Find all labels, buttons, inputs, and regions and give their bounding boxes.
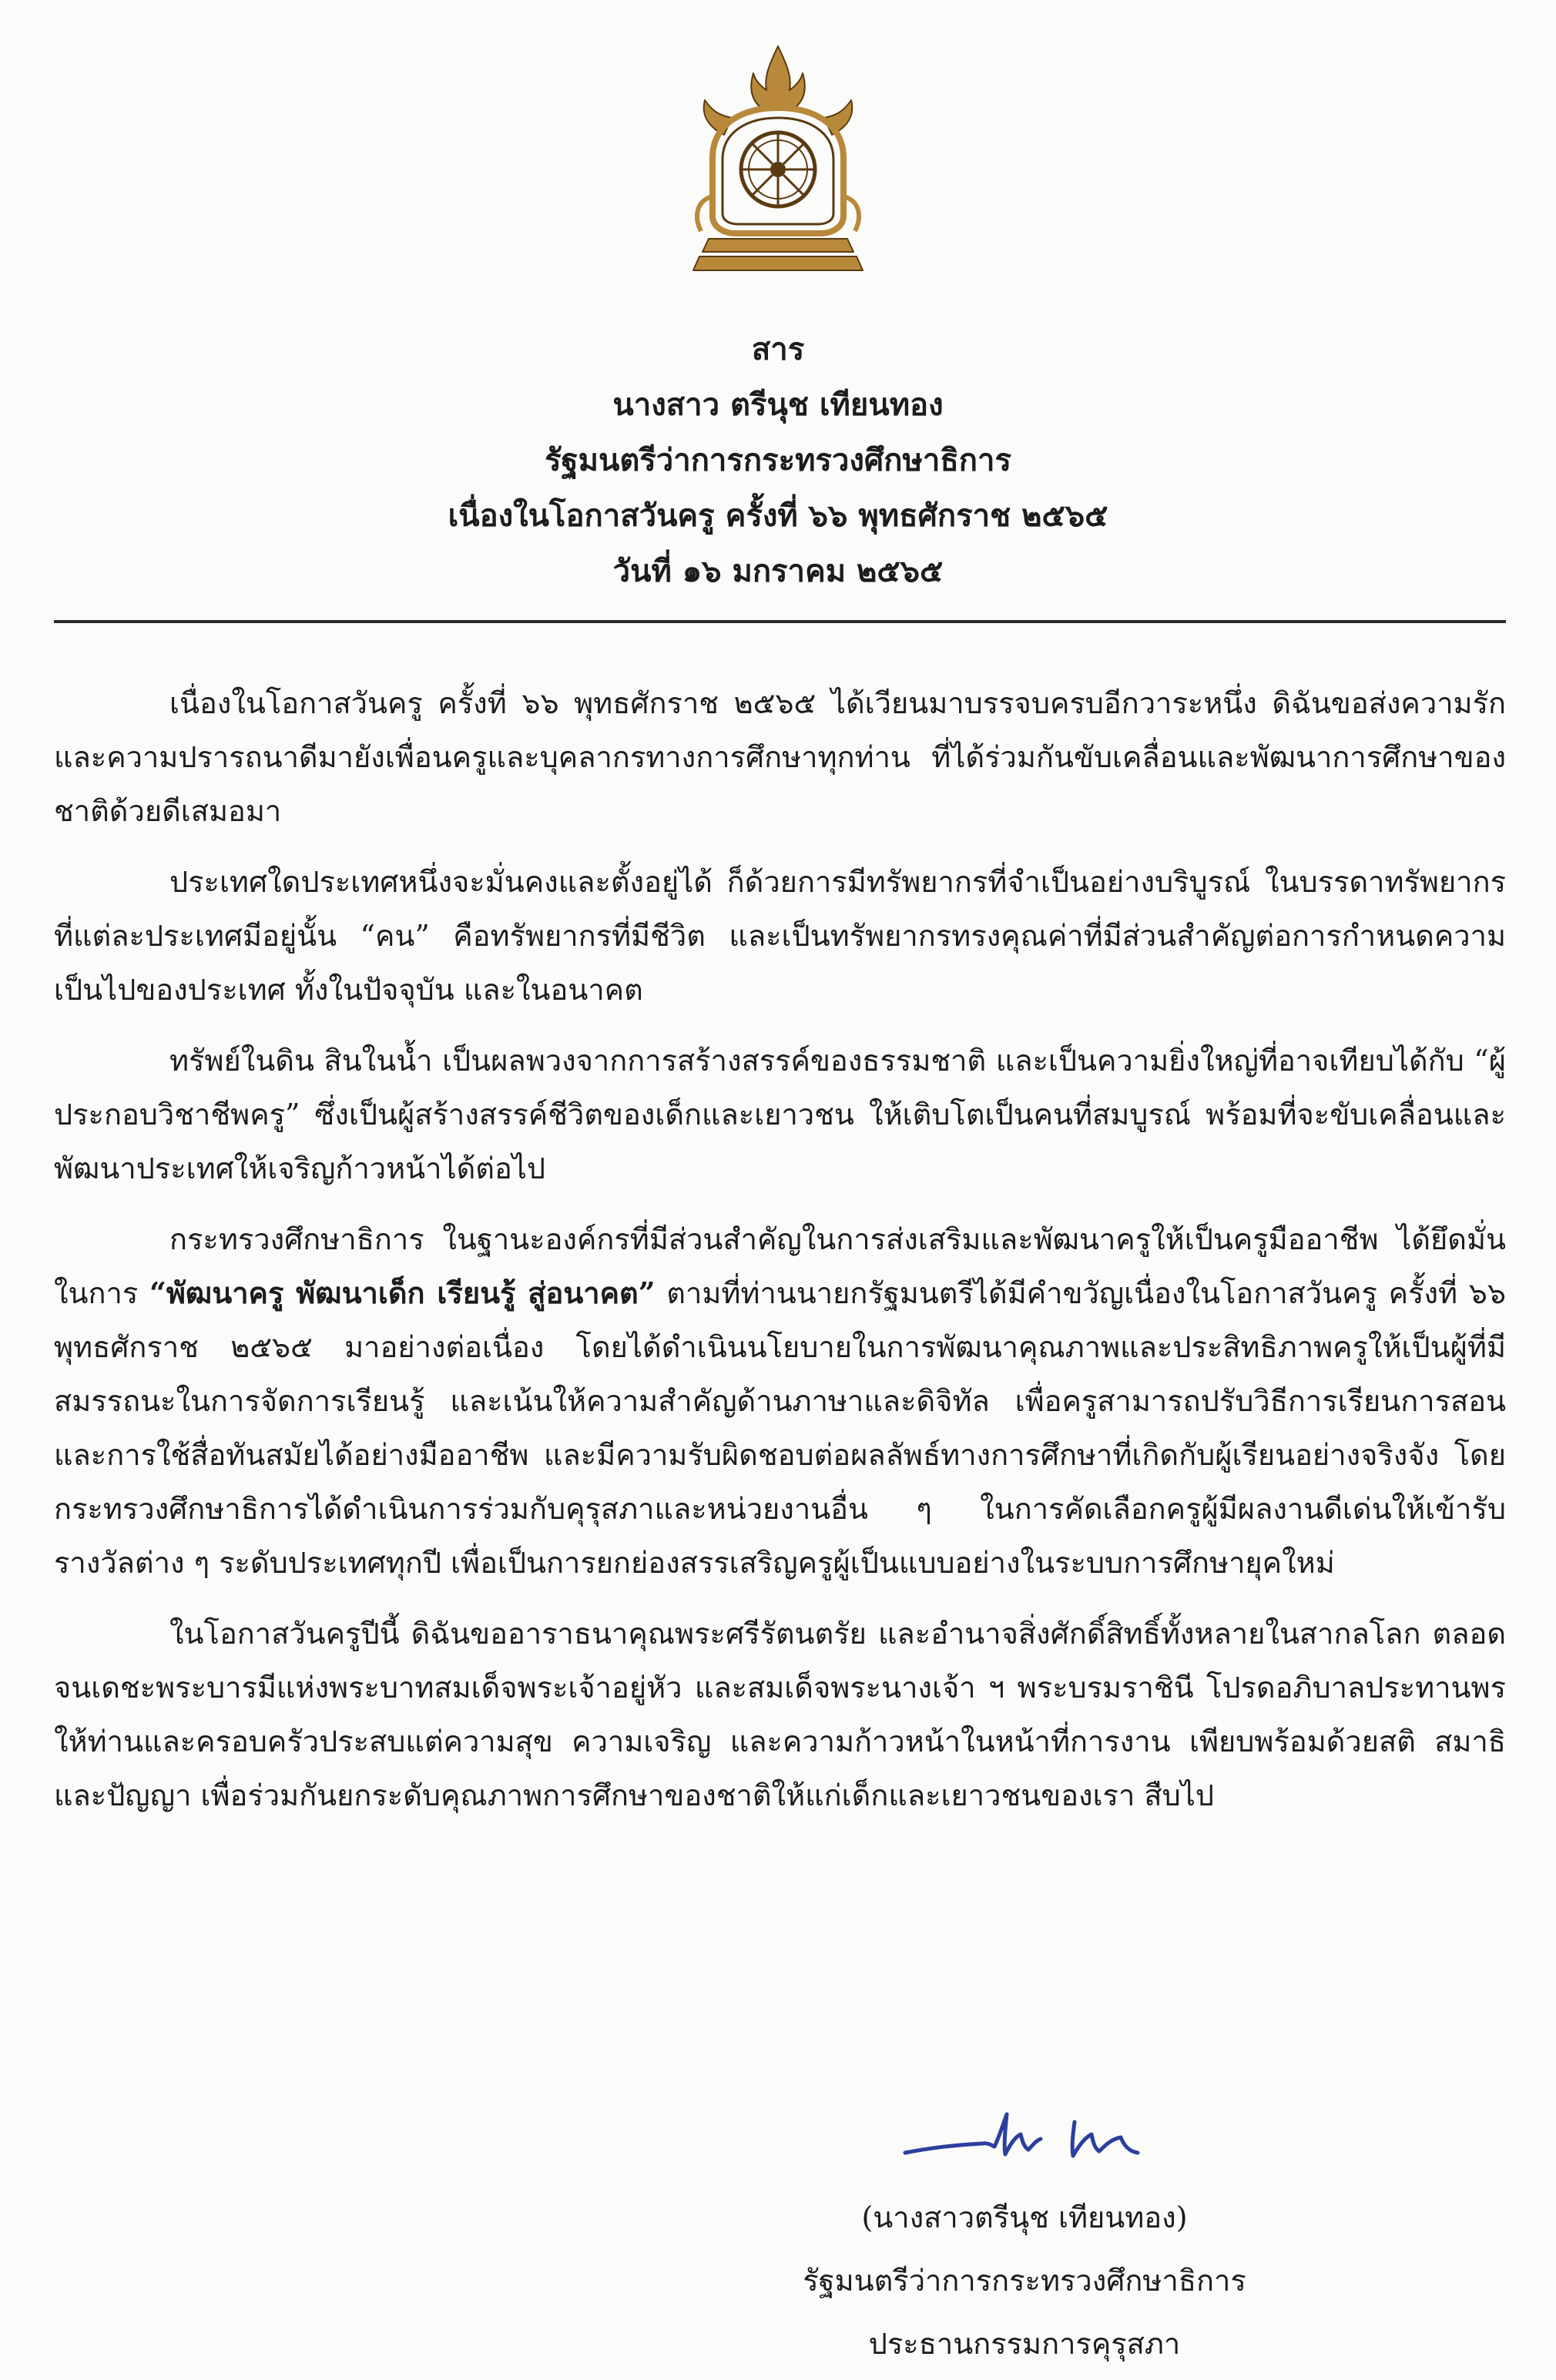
header-author-name: นางสาว ตรีนุช เทียนทอง — [612, 387, 944, 423]
ministry-emblem-icon — [678, 42, 878, 281]
wheel-spoke — [752, 175, 773, 196]
paragraph-3: ทรัพย์ในดิน สินในน้ำ เป็นผลพวงจากการสร้างสรรค์ของธรรมชาติ และเป็นความยิ่งใหญ่ที่อาจเทียบได้กับ “ผู้ประกอบวิชาชีพครู” ซึ่งเป็นผู้สร้างสรรค์ชีวิตของเด็กและเยาวชน ให้เติบโตเป็นคนที่สมบูรณ์ พร้อมที่จะขับเคลื่อนและพัฒนาประเทศให้เจริญก้าวหน้าได้ต่อไป — [54, 1044, 1506, 1185]
paragraph-1: เนื่องในโอกาสวันครู ครั้งที่ ๖๖ พุทธศักราช ๒๕๖๕ ได้เวียนมาบรรจบครบอีกวาระหนึ่ง ดิฉันขอส่งความรักและความปรารถนาดีมายังเพื่อนครูและบุคลากรทางการศึกษาทุกท่าน ที่ได้ร่วมกันขับเคลื่อนและพัฒนาการศึกษาของชาติด้วยดีเสมอมา — [54, 686, 1506, 828]
paragraph-4 — [54, 1212, 1506, 1590]
header-occasion: เนื่องในโอกาสวันครู ครั้งที่ ๖๖ พุทธศักราช ๒๕๖๕ — [448, 498, 1108, 534]
handwritten-signature — [897, 2091, 1152, 2176]
paragraph-5: ในโอกาสวันครูปีนี้ ดิฉันขออาราธนาคุณพระศรีรัตนตรัย และอำนาจสิ่งศักดิ์สิทธิ์ทั้งหลายในสากลโลก ตลอดจนเดชะพระบารมีแห่งพระบาทสมเด็จพระเจ้าอยู่หัว และสมเด็จพระนางเจ้า ฯ พระบรมราชินี โปรดอภิบาลประทานพรให้ท่านและครอบครัวประสบแต่ความสุข ความเจริญ และความก้าวหน้าในหน้าที่การงาน เพียบพร้อมด้วยสติ สมาธิ และปัญญา เพื่อร่วมกันยกระดับคุณภาพการศึกษาของชาติให้แก่เด็กและเยาวชนของเรา สืบไป — [54, 1617, 1506, 1812]
signatory-title-2: ประธานกรรมการคุรุสภา — [868, 2327, 1181, 2361]
wheel-spoke — [752, 143, 773, 164]
signatory-title: รัฐมนตรีว่าการกระทรวงศึกษาธิการ — [803, 2264, 1246, 2298]
paragraph-4-rest: ตามที่ท่านนายกรัฐมนตรีได้มีคำขวัญเนื่องในโอกาสวันครู ครั้งที่ ๖๖ พุทธศักราช ๒๕๖๕ มาอย่างต่อเนื่อง โดยได้ดำเนินนโยบายในการพัฒนาคุณภาพและประสิทธิภาพครูให้เป็นผู้ที่มีสมรรถนะในการจัดการเรียนรู้ และเน้นให้ความสำคัญด้านภาษาและดิจิทัล เพื่อครูสามารถปรับวิธีการเรียนการสอนและการใช้สื่อทันสมัยได้อย่างมืออาชีพ และมีความรับผิดชอบต่อผลลัพธ์ทางการศึกษาที่เกิดกับผู้เรียนอย่างจริงจัง โดยกระทรวงศึกษาธิการได้ดำเนินการร่วมกับคุรุสภาและหน่วยงานอื่น ๆ ในการคัดเลือกครูผู้มีผลงานดีเด่นให้เข้ารับรางวัลต่าง ๆ ระดับประเทศทุกปี เพื่อเป็นการยกย่องสรรเสริญครูผู้เป็นแบบอย่างในระบบการศึกษายุคใหม่ — [54, 1276, 1507, 1580]
header-title: สาร — [751, 331, 805, 367]
wheel-spoke — [783, 175, 804, 196]
header-date: วันที่ ๑๖ มกราคม ๒๕๖๕ — [612, 553, 944, 589]
letter-header — [0, 322, 1556, 599]
paragraph-4-lead: กระทรวงศึกษาธิการ ในฐานะองค์กรที่มีส่วนสำคัญในการส่งเสริมและพัฒนาครูให้เป็นครูมืออาชีพ ได้ยึดมั่นในการ — [54, 1222, 1506, 1310]
header-divider — [54, 620, 1506, 623]
header-author-position: รัฐมนตรีว่าการกระทรวงศึกษาธิการ — [545, 442, 1011, 478]
wheel-spoke — [783, 143, 804, 164]
sign-off-block — [739, 2186, 1310, 2375]
letter-body — [54, 676, 1506, 1839]
paragraph-2: ประเทศใดประเทศหนึ่งจะมั่นคงและตั้งอยู่ได้ ก็ด้วยการมีทรัพยากรที่จำเป็นอย่างบริบูรณ์ ในบรรดาทรัพยากรที่แต่ละประเทศมีอยู่นั้น “คน” คือทรัพยากรที่มีชีวิต และเป็นทรัพยากรทรงคุณค่าที่มีส่วนสำคัญต่อการกำหนดความเป็นไปของประเทศ ทั้งในปัจจุบัน และในอนาคต — [54, 865, 1506, 1007]
motto-text: “พัฒนาครู พัฒนาเด็ก เรียนรู้ สู่อนาคต” — [149, 1275, 656, 1310]
signatory-name: (นางสาวตรีนุช เทียนทอง) — [861, 2201, 1188, 2234]
